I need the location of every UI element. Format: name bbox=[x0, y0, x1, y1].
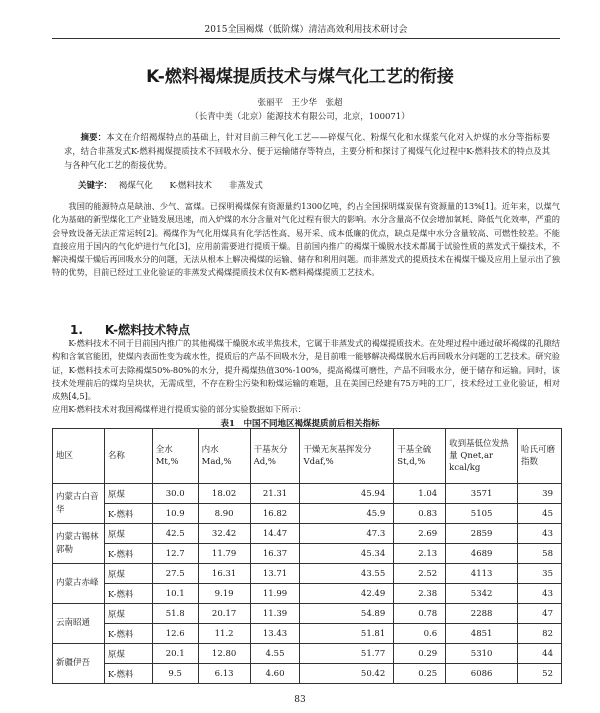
cell-st: 0.6 bbox=[394, 624, 446, 644]
cell-ad: 16.37 bbox=[250, 544, 300, 564]
cell-mad: 9.19 bbox=[198, 584, 250, 604]
cell-name: 原煤 bbox=[104, 564, 152, 584]
cell-mt: 12.6 bbox=[152, 624, 198, 644]
cell-q: 5310 bbox=[446, 644, 518, 664]
data-table bbox=[52, 428, 562, 684]
cell-q: 3571 bbox=[446, 484, 518, 504]
cell-name: 原煤 bbox=[104, 524, 152, 544]
table-row bbox=[53, 604, 562, 624]
keyword: 褐煤气化 bbox=[118, 181, 153, 191]
cell-vdaf: 51.77 bbox=[300, 644, 394, 664]
cell-name: 原煤 bbox=[104, 604, 152, 624]
cell-mt: 30.0 bbox=[152, 484, 198, 504]
table-row bbox=[53, 584, 562, 604]
cell-ad: 4.60 bbox=[250, 664, 300, 684]
cell-mad: 20.17 bbox=[198, 604, 250, 624]
cell-st: 1.04 bbox=[394, 484, 446, 504]
cell-vdaf: 51.81 bbox=[300, 624, 394, 644]
cell-q: 5342 bbox=[446, 584, 518, 604]
table-row bbox=[53, 664, 562, 684]
cell-vdaf: 43.55 bbox=[300, 564, 394, 584]
cell-mad: 8.90 bbox=[198, 504, 250, 524]
cell-ad: 21.31 bbox=[250, 484, 300, 504]
cell-mt: 42.5 bbox=[152, 524, 198, 544]
cell-vdaf: 45.9 bbox=[300, 504, 394, 524]
cell-mad: 18.02 bbox=[198, 484, 250, 504]
keyword: K-燃料技术 bbox=[169, 181, 213, 191]
cell-vdaf: 45.34 bbox=[300, 544, 394, 564]
table-row bbox=[53, 564, 562, 584]
cell-hgi: 47 bbox=[518, 604, 562, 624]
authors: 张丽平 王少华 张超 bbox=[257, 98, 343, 108]
section-heading bbox=[70, 321, 190, 338]
section-paragraph bbox=[52, 337, 560, 417]
cell-mt: 12.7 bbox=[152, 544, 198, 564]
section-body: K-燃料技术不同于目前国内推广的其他褐煤干燥脱水或半焦技术，它属于非蒸发式的褐煤提质技术。在处理过程中通过破坏褐煤的孔隙结构和含氧官能团，使煤内表面性变为疏水性，提质后的产品不回吸水分，是目前唯一能够解决褐煤脱水后再回吸水分问题的工艺技术。研究验证，K-燃料技术可去除褐煤50%-80%的水分，提升褐煤热值30%-100%，提高褐煤可磨性，产品不回吸水分，便于储存和运输。同时，该技术处理前后的煤均呈块状，无需成型，不存在粉尘污染和粉煤运输的难题，且在美国已经建有75万吨的工厂，技术经过工业化验证，相对成熟[4,5]。 bbox=[52, 338, 560, 402]
cell-mad: 11.79 bbox=[198, 544, 250, 564]
cell-ad: 11.99 bbox=[250, 584, 300, 604]
cell-st: 2.69 bbox=[394, 524, 446, 544]
table-row bbox=[53, 624, 562, 644]
region-cell: 内蒙古白音华 bbox=[53, 484, 105, 524]
cell-mad: 16.31 bbox=[198, 564, 250, 584]
region-cell: 云南昭通 bbox=[53, 604, 105, 644]
cell-ad: 13.43 bbox=[250, 624, 300, 644]
cell-vdaf: 42.49 bbox=[300, 584, 394, 604]
intro-paragraph: 我国的能源特点是缺油、少气、富煤。已探明褐煤保有资源量约1300亿吨，约占全国探明煤炭保有资源量的13%[1]。近年来，以煤气化为基础的新型煤化工产业链发展迅速，而入炉煤的水分含量对气化过程有很大的影响。水分含量高不仅会增加氧耗、降低气化效率，严重的会导致设备无法正常运转[2]。褐煤作为气化用煤具有化学活性高、易开采、成本低廉的优点，缺点是煤中水分含量较高、可燃性较差。不能直接应用于国内的气化炉进行气化[3]，应用前需要进行提质干燥。目前国内推广的褐煤干燥脱水技术都属于试验性质的蒸发式干燥技术，不解决褐煤干燥后再回吸水分的问题，无法从根本上解决褐煤的运输、储存和利用问题。而非蒸发式的提质技术在褐煤干燥及应用上显示出了独特的优势，目前已经过工业化验证的非蒸发式褐煤提质技术仅有K-燃料褐煤提质工艺技术。 bbox=[52, 201, 560, 278]
section-number: 1. bbox=[70, 323, 83, 337]
col-header: 内水 Mad,% bbox=[198, 429, 250, 484]
keywords-label: 关键字： bbox=[78, 181, 113, 191]
cell-hgi: 52 bbox=[518, 664, 562, 684]
cell-q: 2859 bbox=[446, 524, 518, 544]
cell-ad: 11.39 bbox=[250, 604, 300, 624]
cell-vdaf: 50.42 bbox=[300, 664, 394, 684]
cell-mt: 20.1 bbox=[152, 644, 198, 664]
table-row bbox=[53, 504, 562, 524]
running-header: 2015全国褐煤（低阶煤）清洁高效利用技术研讨会 bbox=[52, 22, 560, 39]
affiliation: （长青中美（北京）能源技术有限公司，北京，100071） bbox=[190, 112, 410, 122]
cell-name: K-燃料 bbox=[104, 504, 152, 524]
cell-hgi: 43 bbox=[518, 584, 562, 604]
page-number: 83 bbox=[294, 695, 306, 705]
abstract bbox=[64, 131, 550, 172]
cell-vdaf: 47.3 bbox=[300, 524, 394, 544]
cell-mt: 27.5 bbox=[152, 564, 198, 584]
cell-ad: 16.82 bbox=[250, 504, 300, 524]
cell-name: 原煤 bbox=[104, 644, 152, 664]
section-title: K-燃料技术特点 bbox=[104, 323, 191, 337]
cell-ad: 4.55 bbox=[250, 644, 300, 664]
table-caption: 表1 中国不同地区褐煤提质前后相关指标 bbox=[220, 419, 380, 429]
col-header: 干基全硫 St,d,% bbox=[394, 429, 446, 484]
region-cell: 内蒙古赤峰 bbox=[53, 564, 105, 604]
cell-st: 0.83 bbox=[394, 504, 446, 524]
col-header: 全水 Mt,% bbox=[152, 429, 198, 484]
col-header: 哈氏可磨指数 bbox=[518, 429, 562, 484]
cell-mt: 9.5 bbox=[152, 664, 198, 684]
abstract-label: 摘要： bbox=[80, 132, 107, 142]
region-cell: 新疆伊吾 bbox=[53, 644, 105, 684]
col-header: 地区 bbox=[53, 429, 105, 484]
cell-name: K-燃料 bbox=[104, 664, 152, 684]
cell-st: 2.38 bbox=[394, 584, 446, 604]
cell-name: K-燃料 bbox=[104, 624, 152, 644]
col-header: 收到基低位发热量 Qnet,ar kcal/kg bbox=[446, 429, 518, 484]
table-row bbox=[53, 484, 562, 504]
cell-ad: 14.47 bbox=[250, 524, 300, 544]
cell-q: 5105 bbox=[446, 504, 518, 524]
cell-hgi: 82 bbox=[518, 624, 562, 644]
cell-hgi: 45 bbox=[518, 504, 562, 524]
keyword: 非蒸发式 bbox=[228, 181, 263, 191]
cell-vdaf: 45.94 bbox=[300, 484, 394, 504]
col-header: 干基灰分 Ad,% bbox=[250, 429, 300, 484]
cell-q: 6086 bbox=[446, 664, 518, 684]
cell-q: 4689 bbox=[446, 544, 518, 564]
cell-hgi: 35 bbox=[518, 564, 562, 584]
table-row bbox=[53, 524, 562, 544]
cell-st: 0.78 bbox=[394, 604, 446, 624]
table-intro: 应用K-燃料技术对我国褐煤样进行提质实验的部分实验数据如下所示： bbox=[52, 404, 306, 415]
table-header-row bbox=[53, 429, 562, 484]
cell-st: 0.29 bbox=[394, 644, 446, 664]
cell-name: 原煤 bbox=[104, 484, 152, 504]
region-cell: 内蒙古锡林郭勒 bbox=[53, 524, 105, 564]
col-header: 干燥无灰基挥发分 Vdaf,% bbox=[300, 429, 394, 484]
cell-vdaf: 54.89 bbox=[300, 604, 394, 624]
cell-mt: 51.8 bbox=[152, 604, 198, 624]
col-header: 名称 bbox=[104, 429, 152, 484]
table-row bbox=[53, 544, 562, 564]
cell-mad: 6.13 bbox=[198, 664, 250, 684]
cell-st: 2.13 bbox=[394, 544, 446, 564]
cell-mt: 10.1 bbox=[152, 584, 198, 604]
cell-ad: 13.71 bbox=[250, 564, 300, 584]
cell-hgi: 58 bbox=[518, 544, 562, 564]
cell-q: 2288 bbox=[446, 604, 518, 624]
cell-mad: 12.80 bbox=[198, 644, 250, 664]
cell-mad: 11.2 bbox=[198, 624, 250, 644]
keywords bbox=[78, 179, 550, 191]
cell-mad: 32.42 bbox=[198, 524, 250, 544]
cell-q: 4851 bbox=[446, 624, 518, 644]
cell-q: 4113 bbox=[446, 564, 518, 584]
table-row bbox=[53, 644, 562, 664]
cell-st: 2.52 bbox=[394, 564, 446, 584]
cell-hgi: 43 bbox=[518, 524, 562, 544]
cell-mt: 10.9 bbox=[152, 504, 198, 524]
abstract-text: 本文在介绍褐煤特点的基础上，针对目前三种气化工艺——碎煤气化、粉煤气化和水煤浆气化对入炉煤的水分等指标要求，结合非蒸发式K-燃料褐煤提质技术不回吸水分、便于运输储存等特点，主要分析和探讨了褐煤气化过程中K-燃料技术的特点及其与各种气化工艺的衔接优势。 bbox=[64, 132, 550, 170]
cell-name: K-燃料 bbox=[104, 584, 152, 604]
cell-hgi: 44 bbox=[518, 644, 562, 664]
cell-name: K-燃料 bbox=[104, 544, 152, 564]
cell-st: 0.25 bbox=[394, 664, 446, 684]
paper-title: K-燃料褐煤提质技术与煤气化工艺的衔接 bbox=[146, 67, 454, 87]
cell-hgi: 39 bbox=[518, 484, 562, 504]
